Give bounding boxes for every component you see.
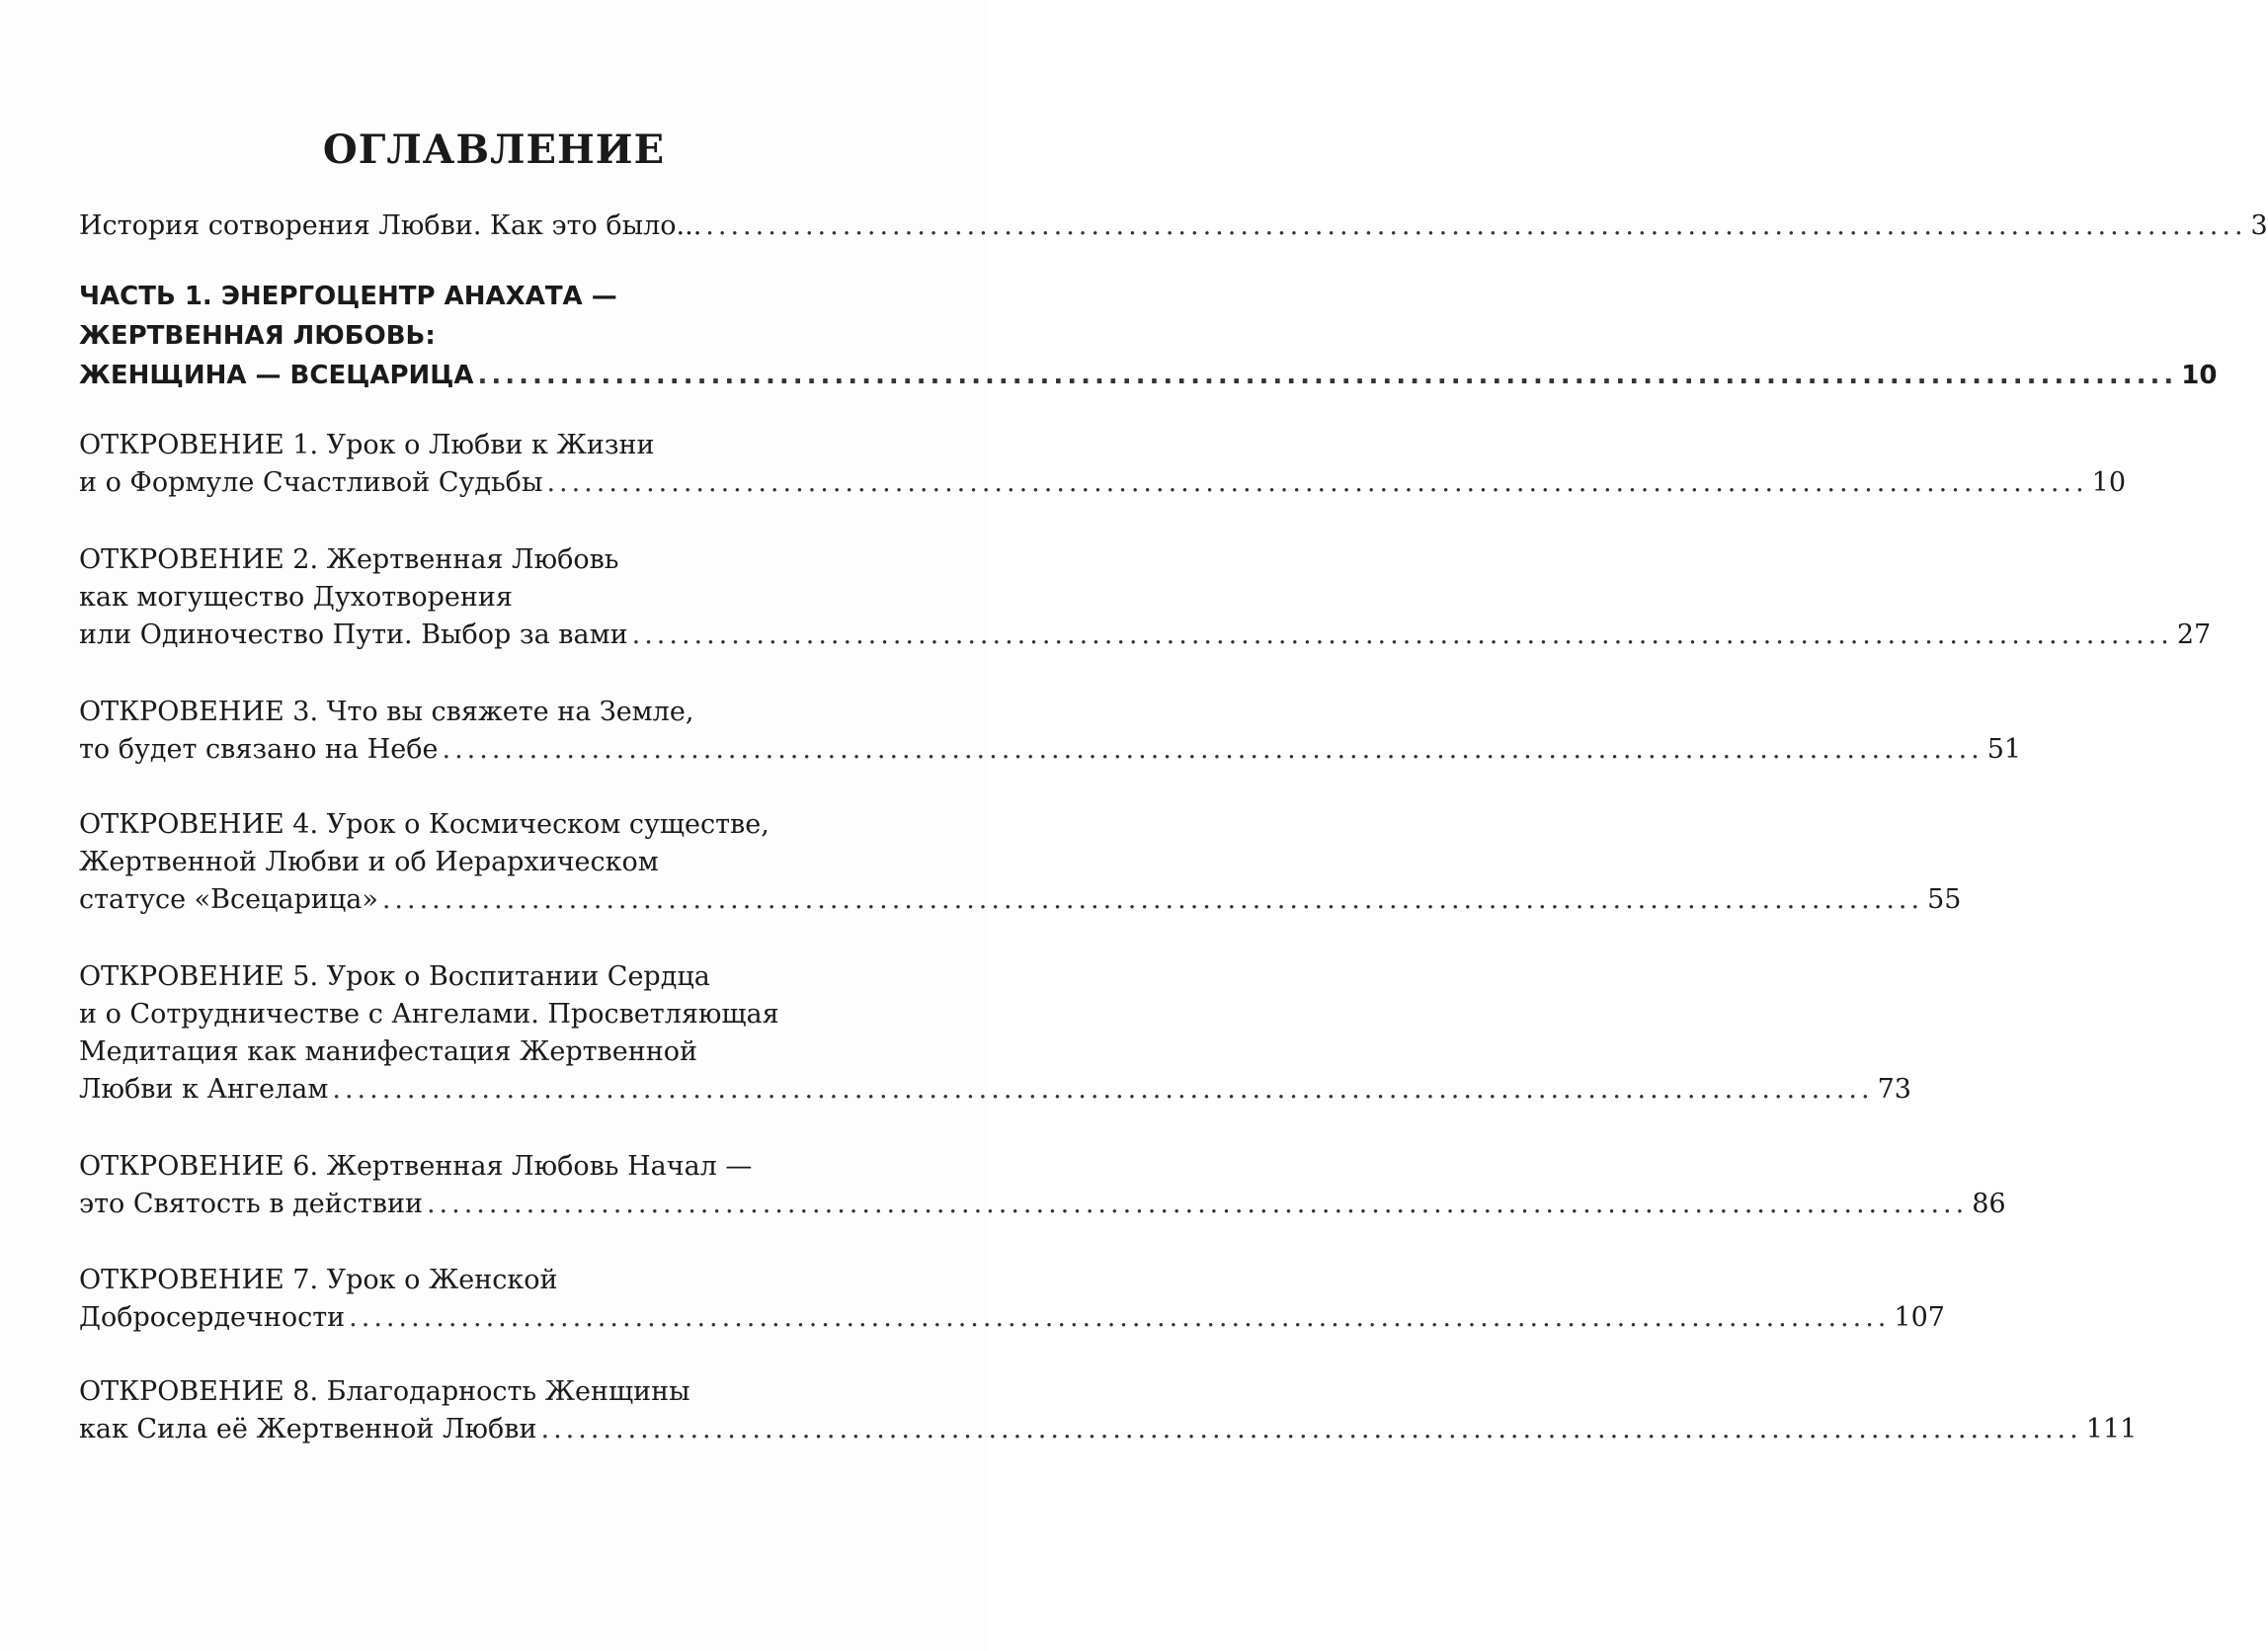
toc-entry-title: то будет связано на Небе: [79, 734, 439, 765]
leader-dots: ............................................................................................................................: [381, 884, 1924, 915]
toc-entry-revelation-3: [79, 694, 2022, 769]
toc-entry-title: Добросердечности: [79, 1302, 346, 1333]
toc-entry-revelation-2: [79, 541, 2212, 654]
toc-entry-title: и о Сотрудничестве с Ангелами. Просветляющая: [79, 999, 779, 1030]
toc-entry-title: Жертвенной Любви и об Иерархическом: [79, 847, 659, 877]
leader-dots: ............................................................................................................................: [426, 1189, 1969, 1219]
toc-entry-title: статусе «Всецарица»: [79, 884, 378, 915]
toc-entry-title: ЖЕРТВЕННАЯ ЛЮБОВЬ:: [79, 321, 436, 351]
toc-entry-title: История сотворения Любви. Как это было...: [79, 210, 702, 241]
toc-entry-part-1: [79, 277, 2218, 395]
leader-dots: ............................................................................................................................: [546, 467, 2088, 498]
toc-page-number: 27: [2176, 619, 2212, 650]
toc-entry-title: как могущество Духотворения: [79, 582, 513, 613]
leader-dots: ............................................................................................................................: [349, 1302, 1891, 1333]
toc-entry-title: это Святость в действии: [79, 1189, 423, 1219]
toc-entry-intro: [79, 207, 2268, 245]
toc-entry-title: ОТКРОВЕНИЕ 6. Жертвенная Любовь Начал —: [79, 1151, 753, 1182]
toc-entry-revelation-5: [79, 958, 1911, 1109]
toc-entry-title: ОТКРОВЕНИЕ 7. Урок о Женской: [79, 1265, 558, 1295]
page-title: ОГЛАВЛЕНИЕ: [322, 126, 666, 173]
toc-page-number: 73: [1877, 1074, 1911, 1105]
leader-dots: ............................................................................................................................: [631, 619, 2173, 650]
toc-page-number: 111: [2085, 1414, 2138, 1445]
toc-page-number: 10: [2091, 467, 2127, 498]
toc-entry-title: ОТКРОВЕНИЕ 5. Урок о Воспитании Сердца: [79, 961, 710, 992]
toc-entry-title: Любви к Ангелам: [79, 1074, 329, 1105]
toc-entry-title: ОТКРОВЕНИЕ 8. Благодарность Женщины: [79, 1376, 690, 1407]
toc-entry-title: Медитация как манифестация Жертвенной: [79, 1036, 697, 1067]
leader-dots: ............................................................................................................................: [442, 734, 1984, 765]
toc-page-number: 10: [2181, 361, 2218, 390]
toc-entry-title: ЧАСТЬ 1. ЭНЕРГОЦЕНТР АНАХАТА —: [79, 282, 617, 311]
leader-dots: ............................................................................................................................: [477, 361, 2178, 390]
toc-entry-revelation-7: [79, 1262, 1945, 1337]
toc-entry-revelation-4: [79, 806, 1962, 919]
toc-page-number: 107: [1894, 1302, 1945, 1333]
toc-entry-revelation-1: [79, 427, 2127, 502]
toc-page-number: 3: [2250, 210, 2268, 241]
toc-entry-title: ЖЕНЩИНА — ВСЕЦАРИЦА: [79, 361, 474, 390]
toc-page-number: 86: [1972, 1189, 2006, 1219]
leader-dots: ............................................................................................................................: [705, 210, 2247, 241]
toc-entry-revelation-6: [79, 1148, 2006, 1223]
toc-entry-title: как Сила её Жертвенной Любви: [79, 1414, 537, 1445]
leader-dots: ............................................................................................................................: [540, 1414, 2082, 1445]
toc-entry-title: ОТКРОВЕНИЕ 3. Что вы свяжете на Земле,: [79, 697, 694, 727]
toc-entry-title: или Одиночество Пути. Выбор за вами: [79, 619, 628, 650]
toc-entry-revelation-8: [79, 1373, 2138, 1448]
toc-entry-title: и о Формуле Счастливой Судьбы: [79, 467, 543, 498]
toc-entry-title: ОТКРОВЕНИЕ 2. Жертвенная Любовь: [79, 544, 619, 575]
toc-entry-title: ОТКРОВЕНИЕ 1. Урок о Любви к Жизни: [79, 430, 655, 460]
toc-page-number: 55: [1927, 884, 1962, 915]
toc-entry-title: ОТКРОВЕНИЕ 4. Урок о Космическом существе,: [79, 809, 770, 840]
leader-dots: ............................................................................................................................: [332, 1074, 1874, 1105]
toc-page-number: 51: [1986, 734, 2022, 765]
